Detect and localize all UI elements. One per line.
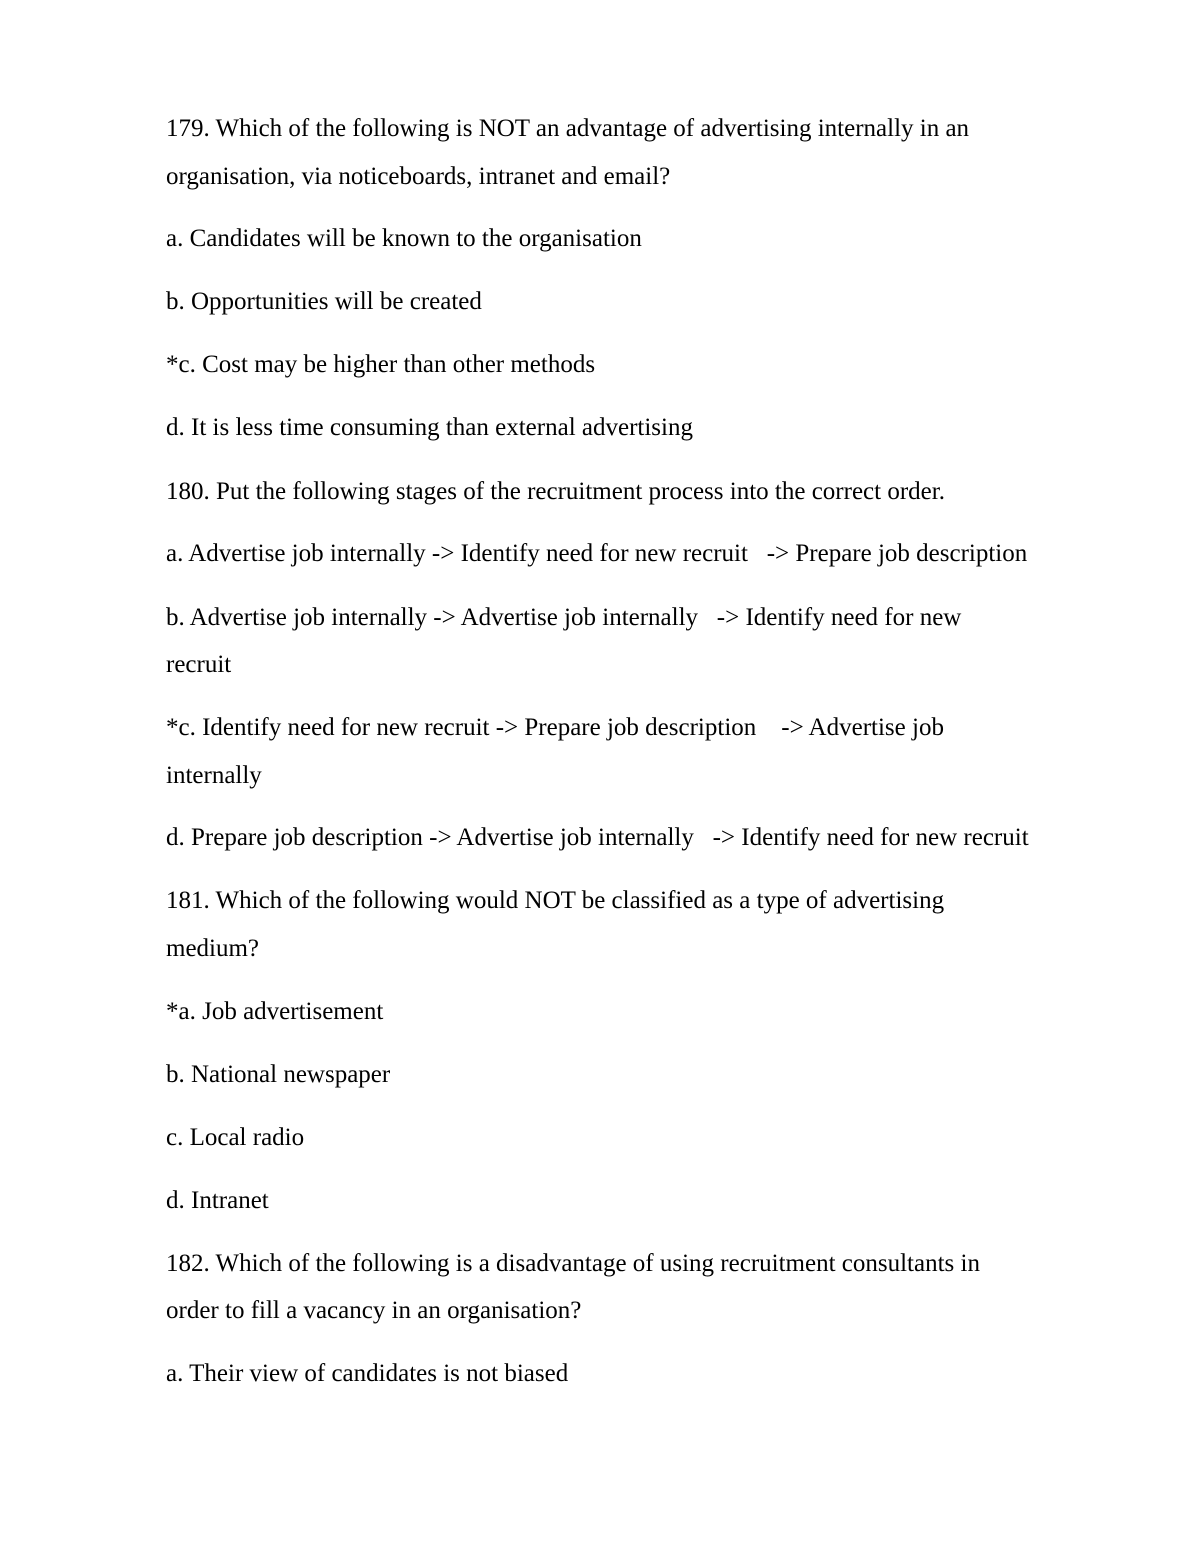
question-180-option-c-line-1: *c. Identify need for new recruit -> Prepare job description -> Advertise job (166, 714, 944, 741)
question-182-text-line-1: 182. Which of the following is a disadvantage of using recruitment consultants in (166, 1250, 980, 1277)
question-181-option-d: d. Intranet (166, 1187, 269, 1214)
question-179-option-d: d. It is less time consuming than external advertising (166, 414, 693, 441)
question-179-text-line-2: organisation, via noticeboards, intranet and email? (166, 163, 671, 190)
question-180-option-c-line-2: internally (166, 762, 262, 789)
question-179-text-line-1: 179. Which of the following is NOT an advantage of advertising internally in an (166, 115, 970, 142)
question-181-text-line-2: medium? (166, 935, 260, 962)
question-180-option-d: d. Prepare job description -> Advertise job internally -> Identify need for new recruit (166, 824, 1029, 851)
question-179-option-b: b. Opportunities will be created (166, 288, 482, 315)
question-179-option-c: *c. Cost may be higher than other methods (166, 351, 596, 378)
question-181-option-c: c. Local radio (166, 1124, 305, 1151)
question-180-option-a: a. Advertise job internally -> Identify need for new recruit -> Prepare job description (166, 540, 1028, 567)
question-180-option-b-line-2: recruit (166, 651, 232, 678)
question-180-option-b-line-1: b. Advertise job internally -> Advertise job internally -> Identify need for new (166, 604, 962, 631)
question-182-text-line-2: order to fill a vacancy in an organisation? (166, 1297, 582, 1324)
question-179-option-a: a. Candidates will be known to the organisation (166, 225, 642, 252)
question-181-option-b: b. National newspaper (166, 1061, 391, 1088)
question-180-text-line-1: 180. Put the following stages of the recruitment process into the correct order. (166, 478, 945, 505)
question-181-text-line-1: 181. Which of the following would NOT be classified as a type of advertising (166, 887, 945, 914)
question-182-option-a: a. Their view of candidates is not biased (166, 1360, 569, 1387)
question-181-option-a: *a. Job advertisement (166, 998, 384, 1025)
